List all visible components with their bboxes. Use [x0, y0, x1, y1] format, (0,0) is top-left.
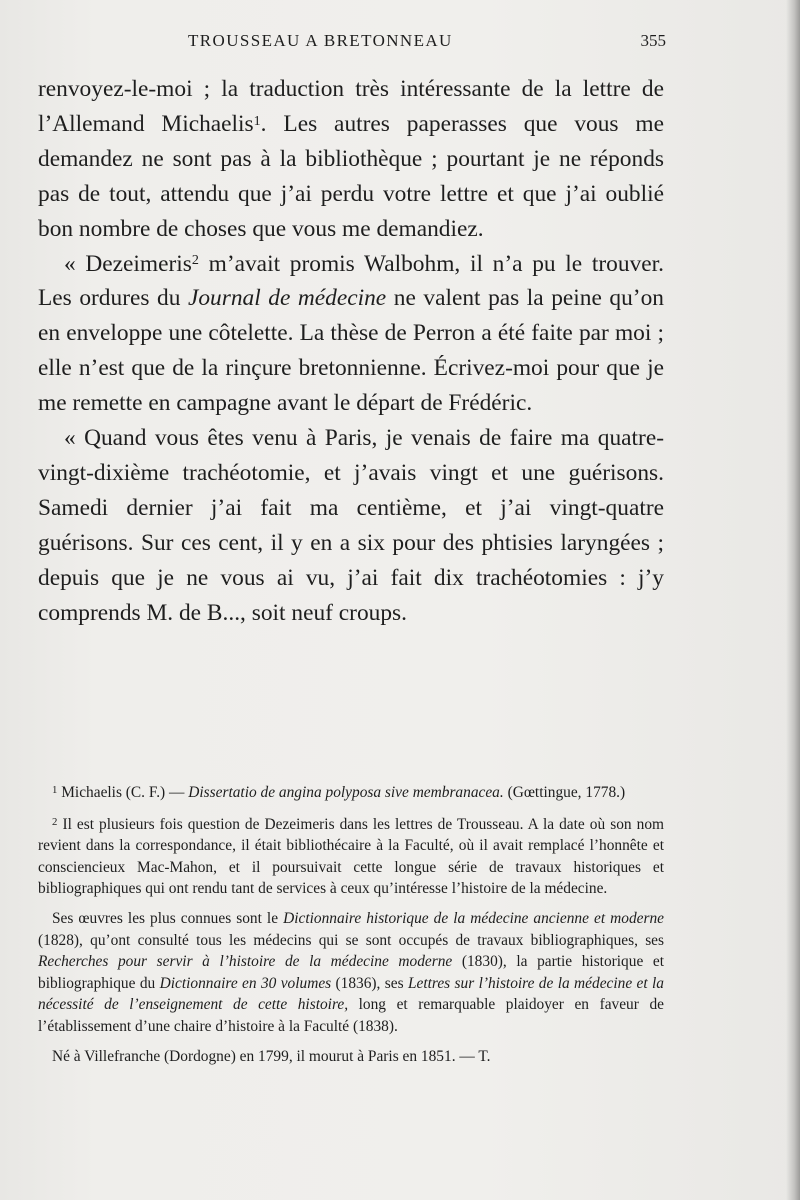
works-text-a: Ses œuvres les plus connues sont le: [52, 909, 284, 927]
paragraph-1-text-b: . Les autres paperasses que vous me demandez ne sont pas à la bibliothèque ; pourtant je ne réponds pas de tout, attendu que j’ai perdu votre lettre et que j’ai oublié bon nombre de choses que vous me demandiez.: [38, 110, 664, 242]
paragraph-1-text-a: renvoyez-le-moi ; la traduction très intéressante de la lettre de l’Allemand Michaelis: [38, 76, 664, 137]
footnote-2: [38, 814, 664, 900]
paragraph-2-text-a: « Dezeimeris: [64, 250, 192, 277]
footnote-1-pub: (Gœttingue, 1778.): [503, 784, 626, 801]
works-title-4: Lettres sur l’histoire de la médecine et la nécessité de l’enseignement de cette histoire,: [38, 974, 664, 1014]
footnote-2-text: Il est plusieurs fois question de Dezeimeris dans les lettres de Trousseau. A la date où son nom revient dans la correspondance, il était bibliothécaire à la Faculté, où il avait remplacé l’honnête et consciencieux Mac-Mahon, et il poursuivait cette longue série de travaux historiques et bibliographiques qui ont rendu tant de services à ceux qu’intéresse l’histoire de la médecine.: [38, 815, 664, 898]
footnote-2-biography: Né à Villefranche (Dordogne) en 1799, il mourut à Paris en 1851. — T.: [52, 1047, 491, 1065]
footnote-1-title: Dissertatio de angina polyposa sive membranacea.: [188, 784, 504, 801]
footnote-1-author: Michaelis (C. F.) —: [61, 784, 189, 801]
works-title-3: Dictionnaire en 30 volumes: [159, 974, 332, 992]
footnotes: [38, 782, 664, 1067]
paragraph-2-text-b: m’avait promis Walbohm, il n’a pu le trouver. Les ordures du: [38, 250, 664, 312]
footnote-ref-1: 1: [253, 112, 261, 129]
paragraph-3: « Quand vous êtes venu à Paris, je venais de faire ma quatre-vingt-dixième trachéotomie, et j’avais vingt et une guérisons. Samedi dernier j’ai fait ma centième, et j’ai vingt-quatre guérisons. Sur ces cent, il y en a six pour des phtisies laryngées ; depuis que je ne vous ai vu, j’ai fait dix trachéotomies : j’y comprends M. de B..., soit neuf croups.: [38, 425, 664, 626]
works-text-d: (1836), ses: [331, 974, 408, 992]
running-title: TROUSSEAU A BRETONNEAU: [188, 31, 453, 50]
paragraph-1: [38, 72, 664, 247]
journal-title: Journal de médecine: [187, 285, 387, 312]
footnote-ref-2: 2: [191, 252, 199, 269]
running-header: [66, 31, 666, 55]
footnote-1: [38, 782, 664, 804]
page-number: 355: [640, 31, 666, 50]
page-edge-shadow: [786, 0, 800, 1200]
works-title-2: Recherches pour servir à l’histoire de la médecine moderne: [38, 953, 453, 971]
footnote-2-number: 2: [52, 815, 58, 828]
works-text-e: long et remarquable plaidoyer en faveur de l’établissement d’une chaire d’histoire à la Faculté (1838).: [38, 996, 664, 1035]
paragraph-2: [38, 247, 664, 422]
body-text: [38, 72, 664, 631]
works-text-c: (1830), la partie historique et bibliographique du: [38, 953, 664, 992]
works-text-b: (1828), qu’ont consulté tous les médecins qui se sont occupés de travaux bibliographiques, ses: [38, 931, 664, 949]
works-title-1: Dictionnaire historique de la médecine ancienne et moderne: [283, 909, 665, 927]
footnote-1-number: 1: [52, 784, 58, 797]
footnote-2-works: [38, 908, 664, 1038]
paragraph-2-text-c: ne valent pas la peine qu’on en enveloppe une côtelette. La thèse de Perron a été faite par moi ; elle n’est que de la rinçure bretonnienne. Écrivez-moi pour que je me remette en campagne avant le départ de Frédéric.: [38, 285, 664, 417]
